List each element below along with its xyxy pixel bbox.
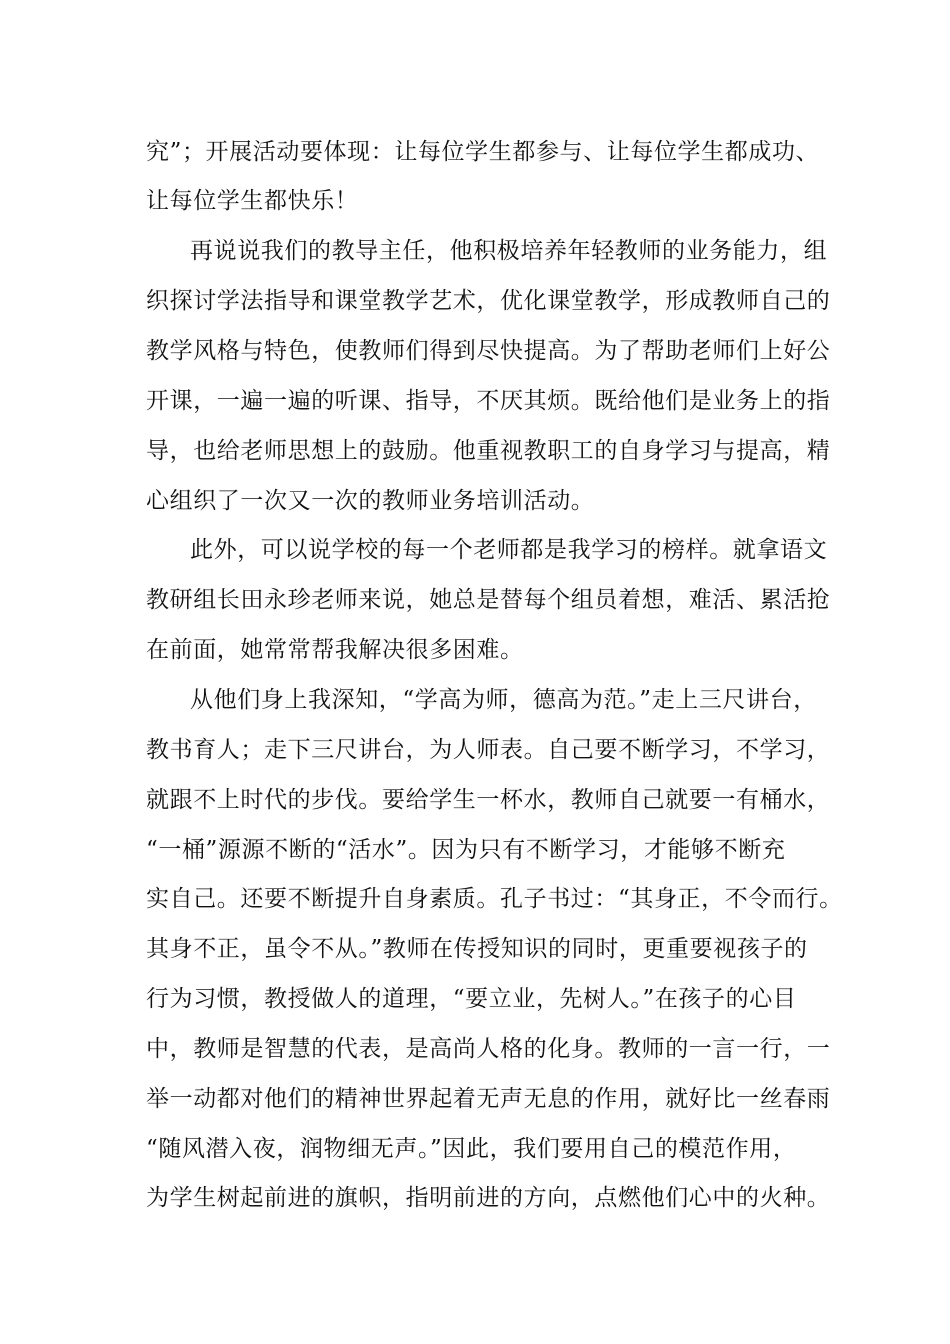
paragraph-first-line: 此外，可以说学校的每一个老师都是我学习的榜样。就拿语文 <box>190 537 828 563</box>
text-line: 教书育人；走下三尺讲台，为人师表。自己要不断学习，不学习， <box>146 737 831 763</box>
text-line: “一桶”源源不断的“活水”。因为只有不断学习，才能够不断充 <box>146 837 786 863</box>
paragraph-first-line: 再说说我们的教导主任，他积极培养年轻教师的业务能力，组 <box>190 238 828 264</box>
text-line: 让每位学生都快乐！ <box>146 188 359 214</box>
text-line: 举一动都对他们的精神世界起着无声无息的作用，就好比一丝春雨 <box>146 1086 831 1112</box>
text-line: 织探讨学法指导和课堂教学艺术，优化课堂教学，形成教师自己的 <box>146 288 831 314</box>
text-line: 为学生树起前进的旗帜，指明前进的方向，点燃他们心中的火种。 <box>146 1185 831 1211</box>
text-line: 开课，一遍一遍的听课、指导，不厌其烦。既给他们是业务上的指 <box>146 388 831 414</box>
text-line: 导，也给老师思想上的鼓励。他重视教职工的自身学习与提高，精 <box>146 438 831 464</box>
text-line: 实自己。还要不断提升自身素质。孔子书过：“其身正，不令而行。 <box>146 886 843 912</box>
paragraph-first-line: 从他们身上我深知，“学高为师，德高为范。”走上三尺讲台， <box>190 687 817 713</box>
text-line: 其身不正，虽令不从。”教师在传授知识的同时，更重要视孩子的 <box>146 936 808 962</box>
text-line: 教研组长田永珍老师来说，她总是替每个组员着想，难活、累活抢 <box>146 587 831 613</box>
text-line: 就跟不上时代的步伐。要给学生一杯水，教师自己就要一有桶水， <box>146 787 831 813</box>
text-line: 行为习惯，教授做人的道理，“要立业，先树人。”在孩子的心目 <box>146 986 797 1012</box>
text-line: 在前面，她常常帮我解决很多困难。 <box>146 637 524 663</box>
text-line: “随风潜入夜，润物细无声。”因此，我们要用自己的模范作用， <box>146 1136 797 1162</box>
text-line: 教学风格与特色，使教师们得到尽快提高。为了帮助老师们上好公 <box>146 338 831 364</box>
text-line: 心组织了一次又一次的教师业务培训活动。 <box>146 488 595 514</box>
text-line: 究”；开展活动要体现：让每位学生都参与、让每位学生都成功、 <box>146 139 820 165</box>
text-line: 中，教师是智慧的代表，是高尚人格的化身。教师的一言一行，一 <box>146 1036 831 1062</box>
